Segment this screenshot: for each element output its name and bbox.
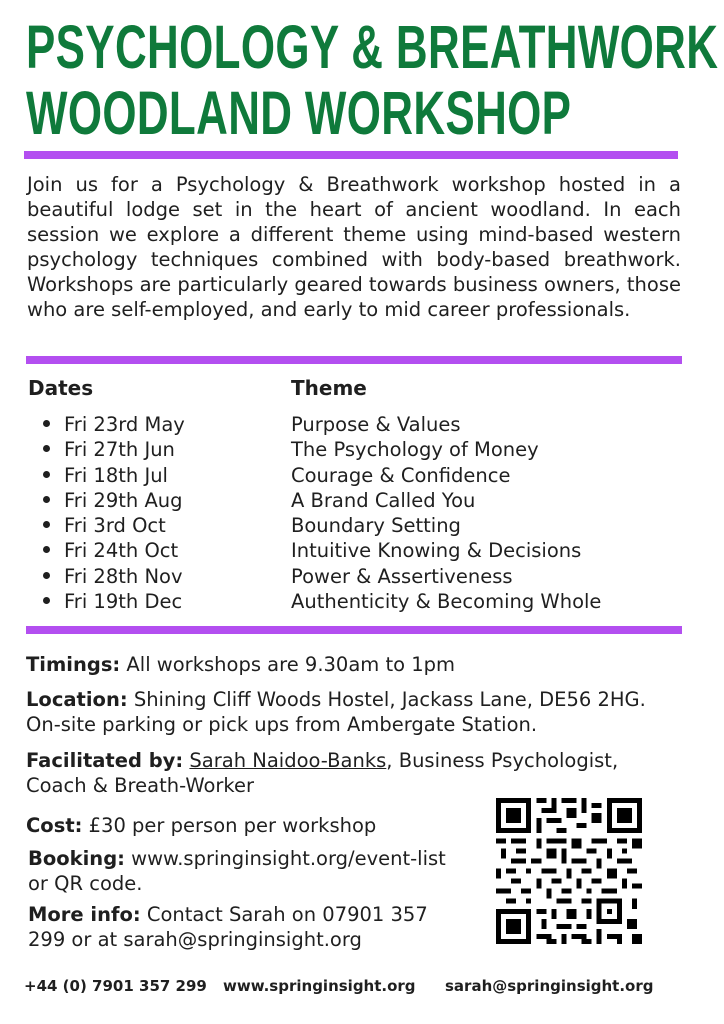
booking-note: or QR code. (28, 872, 143, 895)
theme-label: Intuitive Knowing & Decisions (291, 539, 582, 563)
title-line-1: PSYCHOLOGY & BREATHWORK (26, 13, 719, 81)
facilitator-label: Facilitated by: (26, 749, 184, 772)
divider-top (24, 151, 678, 159)
more-info-contact[interactable]: 299 or at sarah@springinsight.org (28, 928, 362, 951)
booking-block (28, 846, 446, 896)
date-label: Fri 27th Jun (64, 438, 175, 462)
date-label: Fri 18th Jul (64, 463, 168, 487)
date-label: Fri 28th Nov (64, 564, 183, 588)
bullet-icon (43, 445, 50, 452)
location-note: On-site parking or pick ups from Ambergate Station. (26, 713, 538, 736)
bullet-icon (43, 496, 50, 503)
theme-label: Authenticity & Becoming Whole (291, 590, 602, 614)
cost-value: £30 per person per workshop (82, 814, 377, 837)
page-title (26, 13, 719, 147)
bullet-icon (43, 572, 50, 579)
date-label: Fri 24th Oct (64, 539, 179, 563)
date-label: Fri 23rd May (64, 413, 185, 436)
facilitator-block (26, 748, 618, 798)
theme-label: Boundary Setting (291, 514, 461, 538)
date-label: Fri 3rd Oct (64, 514, 166, 538)
bullet-icon (43, 597, 50, 604)
facilitator-role: , Business Psychologist, (386, 749, 619, 772)
theme-label: A Brand Called You (291, 488, 476, 512)
cost-label: Cost: (26, 814, 83, 837)
theme-label: Purpose & Values (291, 413, 461, 436)
theme-label: Power & Assertiveness (291, 564, 513, 588)
cost-line (26, 813, 376, 838)
list-item (40, 513, 185, 538)
dates-list (40, 412, 185, 614)
title-line-2: WOODLAND WORKSHOP (26, 79, 572, 147)
dates-header: Dates (28, 376, 94, 400)
themes-list (291, 412, 601, 614)
date-label: Fri 29th Aug (64, 488, 183, 512)
list-item (40, 589, 185, 614)
date-label: Fri 19th Dec (64, 590, 183, 614)
booking-label: Booking: (28, 847, 125, 870)
bullet-icon (43, 521, 50, 528)
facilitator-role-2: Coach & Breath-Worker (26, 774, 255, 797)
location-block (26, 687, 646, 737)
timings-line (26, 652, 455, 677)
booking-url[interactable]: www.springinsight.org/event-list (124, 847, 446, 870)
more-info-label: More info: (28, 903, 141, 926)
theme-label: Courage & Confidence (291, 463, 511, 487)
theme-header: Theme (291, 376, 367, 400)
facilitator-name-link[interactable]: Sarah Naidoo-Banks (189, 749, 387, 772)
list-item (40, 488, 185, 513)
qr-code-icon[interactable] (496, 798, 642, 944)
theme-label: The Psychology of Money (291, 438, 539, 462)
timings-label: Timings: (26, 653, 121, 676)
list-item (40, 437, 185, 462)
divider-middle (26, 356, 682, 364)
bullet-icon (43, 420, 50, 427)
list-item (40, 564, 185, 589)
more-info-block (28, 902, 428, 952)
intro-paragraph: Join us for a Psychology & Breathwork workshop hosted in a beautiful lodge set in the heart of ancient woodland. In each session we explore a different theme using mind-based western psychology techniques combined with body-based breathwork. Workshops are particularly geared towards business owners, those who are self-employed, and early to mid career professionals. (27, 173, 681, 321)
location-label: Location: (26, 688, 128, 711)
footer-phone[interactable]: +44 (0) 7901 357 299 (24, 977, 207, 995)
footer-website[interactable]: www.springinsight.org (223, 977, 416, 995)
more-info-value: Contact Sarah on 07901 357 (140, 903, 428, 926)
timings-value: All workshops are 9.30am to 1pm (120, 653, 456, 676)
list-item (40, 412, 185, 437)
location-value: Shining Cliff Woods Hostel, Jackass Lane, DE56 2HG. (127, 688, 646, 711)
divider-bottom (26, 626, 682, 634)
footer-email[interactable]: sarah@springinsight.org (445, 977, 654, 995)
list-item (40, 538, 185, 563)
bullet-icon (43, 471, 50, 478)
bullet-icon (43, 546, 50, 553)
list-item (40, 463, 185, 488)
